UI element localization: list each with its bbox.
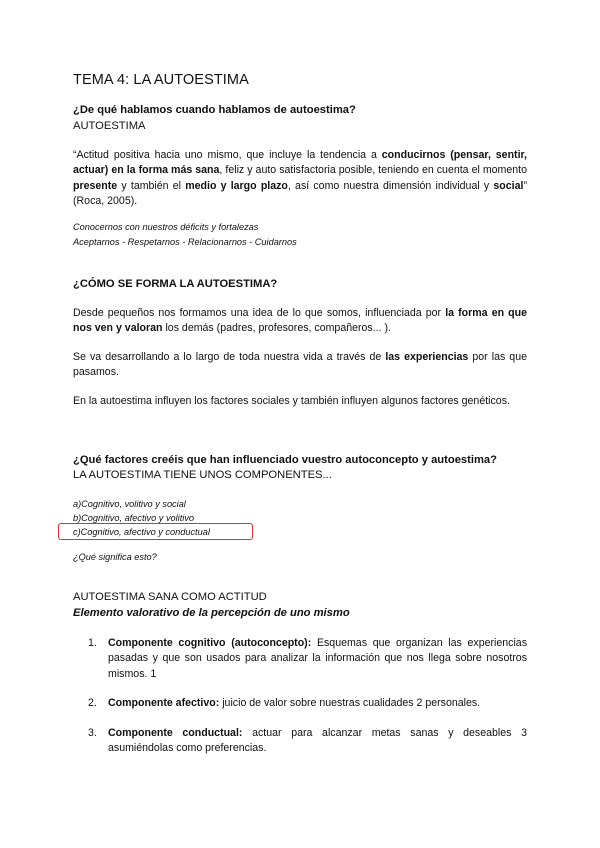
list-item-title: Componente afectivo:	[108, 697, 220, 710]
definition-paragraph	[73, 148, 527, 210]
list-item-title: Componente conductual:	[108, 726, 243, 739]
definition-text-5: ” (Roca, 2005).	[73, 179, 527, 208]
option-b[interactable]: b)Cognitivo, afectivo y volitivo	[73, 513, 195, 523]
italic-note-1: Conocernos con nuestros déficits y fortalezas	[73, 222, 259, 232]
definition-text-4: , así como nuestra dimensión individual y	[287, 179, 494, 192]
para1-text-2: los demás (padres, profesores, compañeros... ).	[162, 322, 391, 335]
list-item-number: 2.	[88, 697, 97, 710]
paragraph-desde	[73, 306, 527, 337]
followup-question: ¿Qué significa esto?	[73, 552, 157, 562]
list-item	[73, 696, 527, 711]
definition-bold-2: presente	[73, 179, 118, 192]
healthy-selfesteem-heading: AUTOESTIMA SANA COMO ACTITUD	[73, 591, 267, 603]
option-a[interactable]: a)Cognitivo, volitivo y social	[73, 499, 186, 509]
page-title: TEMA 4: LA AUTOESTIMA	[73, 72, 249, 88]
paragraph-desarrollando	[73, 350, 527, 381]
selected-option-highlight	[58, 523, 253, 540]
section-heading-forma: ¿CÓMO SE FORMA LA AUTOESTIMA?	[73, 278, 278, 290]
healthy-selfesteem-subheading: Elemento valorativo de la percepción de uno mismo	[73, 607, 350, 619]
list-item	[73, 726, 527, 757]
para1-bold: la forma en que nos ven y valoran	[73, 307, 528, 335]
definition-bold-1: conducirnos (pensar, sentir, actuar) en la forma más sana	[73, 149, 527, 177]
list-item	[73, 636, 527, 682]
list-item-text: Esquemas que organizan las experiencias pasadas y que son usados para analizar la información que nos llega sobre nosotros mismos. 1	[108, 637, 527, 680]
definition-bold-3: medio y largo plazo	[185, 179, 288, 192]
components-list	[73, 636, 527, 770]
italic-note-2: Aceptarnos - Respetarnos - Relacionarnos - Cuidarnos	[73, 237, 297, 247]
list-item-number: 1.	[88, 637, 97, 649]
para1-text-1: Desde pequeños nos formamos una idea de lo que somos, influenciada por	[73, 307, 446, 319]
definition-text-3: y también el	[117, 179, 186, 192]
intro-label: AUTOESTIMA	[73, 120, 146, 132]
list-item-number: 3.	[88, 726, 97, 739]
para2-bold: las experiencias	[385, 351, 469, 363]
para2-text-1: Se va desarrollando a lo largo de toda nuestra vida a través de	[73, 351, 386, 363]
paragraph-factores: En la autoestima influyen los factores sociales y también influyen algunos factores genéticos.	[73, 395, 510, 407]
components-heading: LA AUTOESTIMA TIENE UNOS COMPONENTES...	[73, 469, 332, 481]
list-item-title: Componente cognitivo (autoconcepto):	[108, 637, 312, 649]
factors-question: ¿Qué factores creéis que han influenciado vuestro autoconcepto y autoestima?	[73, 454, 497, 466]
option-c[interactable]: c)Cognitivo, afectivo y conductual	[73, 527, 210, 537]
definition-text-2: , feliz y auto satisfactoria posible, teniendo en cuenta el momento	[219, 164, 528, 177]
intro-question: ¿De qué hablamos cuando hablamos de autoestima?	[73, 104, 356, 116]
list-item-text: juicio de valor sobre nuestras cualidades 2 personales.	[219, 697, 481, 710]
para2-text-2: por las que pasamos.	[73, 351, 527, 379]
definition-text-1: “Actitud positiva hacia uno mismo, que incluye la tendencia a	[73, 149, 382, 161]
list-item-text: actuar para alcanzar metas sanas y deseables 3 asumiéndolas como preferencias.	[108, 726, 527, 755]
definition-bold-4: social	[493, 179, 524, 192]
